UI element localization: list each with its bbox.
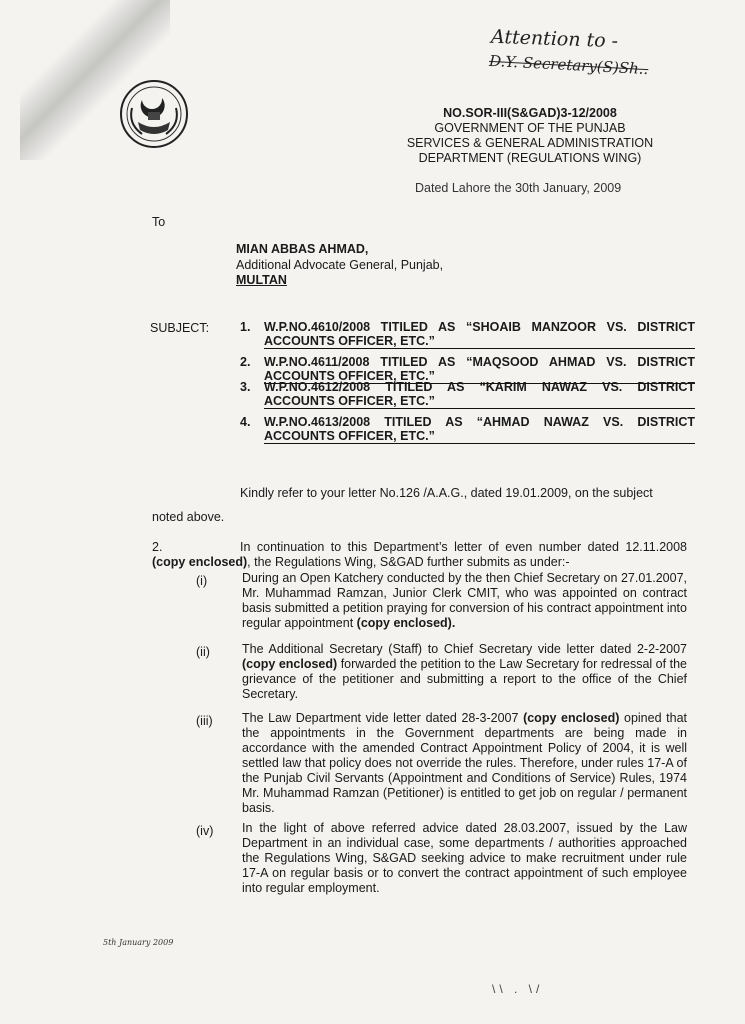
handwritten-note <box>469 26 739 96</box>
subpoint-number: (iii) <box>196 714 213 728</box>
reference-number: NO.SOR-III(S&GAD)3-12/2008 <box>443 106 617 120</box>
addressee-block <box>236 242 443 289</box>
paragraph-2 <box>152 540 687 570</box>
subpoint-text: The Law Department vide letter dated 28-3-2007 (copy enclosed) opined that the appointments in the Government departments are being made in accordance with the amended Contract Appointment Policy of 2004, it is well settled law that policy does not override the rules. Therefore, under rules 17-A of the Punjab Civil Servants (Appointment and Conditions of Service) Rules, 1974 Mr. Muhammad Ramzan (Petitioner) is entitled to get job on regular / permanent basis. <box>242 711 687 815</box>
letterhead-line1: GOVERNMENT OF THE PUNJAB <box>434 121 626 135</box>
letterhead <box>380 106 680 166</box>
handwritten-note-line1: Attention to - <box>490 25 619 53</box>
subject-item-number: 2. <box>240 355 251 369</box>
paragraph-2-text-c: , the Regulations Wing, S&GAD further submits as under:- <box>247 555 570 569</box>
subpoint-number: (i) <box>196 574 208 588</box>
subject-item-text: W.P.NO.4613/2008 TITILED AS “AHMAD NAWAZ VS. DISTRICT ACCOUNTS OFFICER, ETC.” <box>264 415 695 443</box>
paragraph-2-number: 2. <box>152 540 163 554</box>
subpoint-text: The Additional Secretary (Staff) to Chief Secretary vide letter dated 2-2-2007 (copy enclosed) forwarded the petition to the Law Secretary for redressal of the grievance of the petitioner and submitting a report to the office of the Chief Secretary. <box>242 642 687 701</box>
subject-item-text: W.P.NO.4611/2008 TITILED AS “MAQSOOD AHMAD VS. DISTRICT ACCOUNTS OFFICER, ETC.” <box>264 355 695 383</box>
subject-item-number: 1. <box>240 320 251 334</box>
paragraph-1-line2: noted above. <box>152 510 225 524</box>
subject-item-text: W.P.NO.4612/2008 TITILED AS “KARIM NAWAZ VS. DISTRICT ACCOUNTS OFFICER, ETC.” <box>264 380 695 408</box>
subject-item-number: 3. <box>240 380 251 394</box>
letterhead-line3: DEPARTMENT (REGULATIONS WING) <box>418 151 642 165</box>
handwritten-note-line2: D.Y. Secretary(S)Sh.. <box>488 51 649 79</box>
subject-label: SUBJECT: <box>150 321 210 335</box>
addressee-designation: Additional Advocate General, Punjab, <box>236 257 444 272</box>
addressee-city: MULTAN <box>236 273 287 287</box>
letterhead-line2: SERVICES & GENERAL ADMINISTRATION <box>406 136 654 150</box>
subject-item-text: W.P.NO.4610/2008 TITILED AS “SHOAIB MANZOOR VS. DISTRICT ACCOUNTS OFFICER, ETC.” <box>264 320 695 348</box>
subpoint-number: (ii) <box>196 645 210 659</box>
letter-date: Dated Lahore the 30th January, 2009 <box>415 181 622 195</box>
footer-marks: \\ . \/ <box>492 982 544 996</box>
to-label: To <box>152 215 166 229</box>
punjab-emblem-icon <box>118 78 190 150</box>
subpoint-text: In the light of above referred advice dated 28.03.2007, issued by the Law Department in an individual case, some departments / authorities approached the Regulations Wing, S&GAD seeking advice to make recruitment under rule 17-A on regular basis or to convert the contract appointment of such employee into regular employment. <box>242 821 687 895</box>
footer-note: 5th January 2009 <box>103 938 174 947</box>
paragraph-2-enclosure: (copy enclosed) <box>152 555 248 569</box>
subject-item-number: 4. <box>240 415 251 429</box>
paragraph-2-text-a: In continuation to this Department’s letter of even number dated 12.11.2008 <box>240 540 687 554</box>
subpoint-text: During an Open Katchery conducted by the then Chief Secretary on 27.01.2007, Mr. Muhammad Ramzan, Junior Clerk CMIT, who was appointed on contract basis submitted a petition praying for conversion of his contract appointment into regular appointment (copy enclosed). <box>242 571 687 630</box>
paragraph-1-line1: Kindly refer to your letter No.126 /A.A.G., dated 19.01.2009, on the subject <box>240 486 653 500</box>
subpoint-number: (iv) <box>196 824 214 838</box>
addressee-name: MIAN ABBAS AHMAD, <box>236 242 369 256</box>
